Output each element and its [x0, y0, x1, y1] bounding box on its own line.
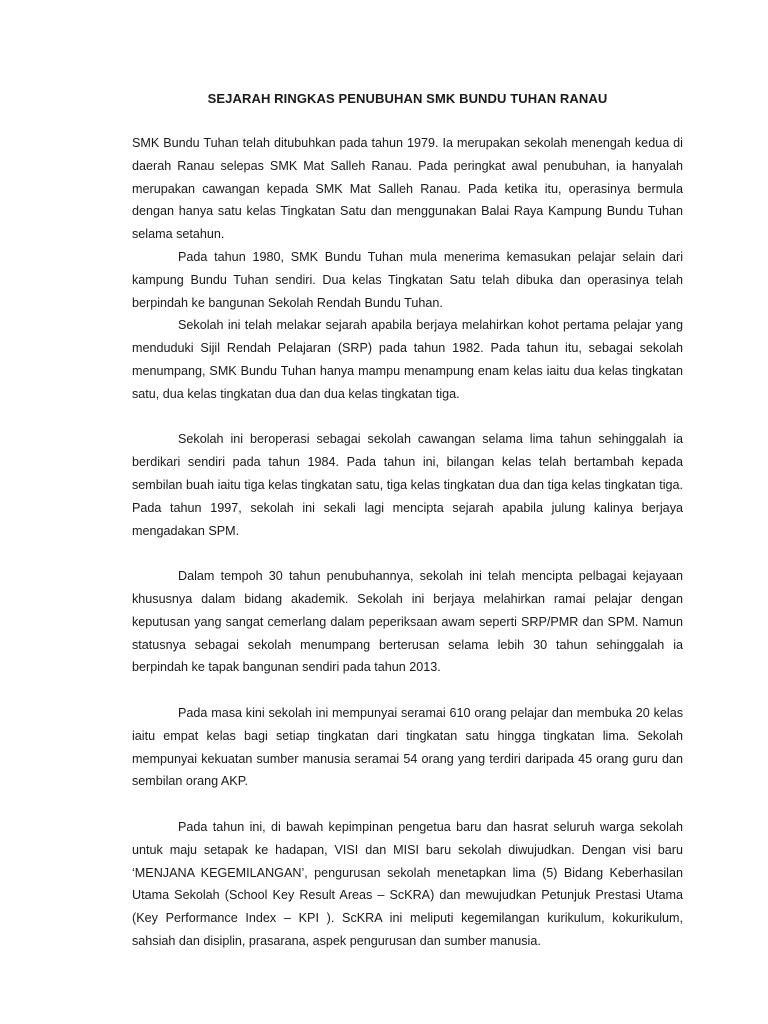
paragraph-vision-mission: Pada tahun ini, di bawah kepimpinan pengetua baru dan hasrat seluruh warga sekolah untuk maju setapak ke hadapan, VISI dan MISI baru sekolah diwujudkan. Dengan visi baru ‘MENJANA KEGEMILANGAN’, pengurusan sekolah menetapkan lima (5) Bidang Keberhasilan Utama Sekolah (School Key Result Areas – ScKRA) dan mewujudkan Petunjuk Prestasi Utama (Key Performance Index – KPI ). ScKRA ini meliputi kegemilangan kurikulum, kokurikulum, sahsiah dan disiplin, prasarana, aspek pengurusan dan sumber manusia. [132, 819, 683, 948]
paragraph-achievements: Dalam tempoh 30 tahun penubuhannya, sekolah ini telah mencipta pelbagai kejayaan khususnya dalam bidang akademik. Sekolah ini berjaya melahirkan ramai pelajar dengan keputusan yang sangat cemerlang dalam peperiksaan awam seperti SRP/PMR dan SPM. Namun statusnya sebagai sekolah menumpang berterusan selama lebih 30 tahun sehinggalah ia berpindah ke tapak bangunan sendiri pada tahun 2013. [132, 569, 683, 675]
paragraph-current-status: Pada masa kini sekolah ini mempunyai seramai 610 orang pelajar dan membuka 20 kelas iaitu empat kelas bagi setiap tingkatan dari tingkatan satu hingga tingkatan lima. Sekolah mempunyai kekuatan sumber manusia seramai 54 orang yang terdiri daripada 45 orang guru dan sembilan orang AKP. [132, 705, 683, 789]
paragraph-founding: SMK Bundu Tuhan telah ditubuhkan pada tahun 1979. Ia merupakan sekolah menengah kedua di daerah Ranau selepas SMK Mat Salleh Ranau. Pada peringkat awal penubuhan, ia hanyalah merupakan cawangan kepada SMK Mat Salleh Ranau. Pada ketika itu, operasinya bermula dengan hanya satu kelas Tingkatan Satu dan menggunakan Balai Raya Kampung Bundu Tuhan selama setahun. [132, 136, 683, 242]
document-title: SEJARAH RINGKAS PENUBUHAN SMK BUNDU TUHAN RANAU [207, 91, 608, 106]
document-body [132, 132, 683, 953]
paragraph-1980: Pada tahun 1980, SMK Bundu Tuhan mula menerima kemasukan pelajar selain dari kampung Bundu Tuhan sendiri. Dua kelas Tingkatan Satu telah dibuka dan operasinya telah berpindah ke bangunan Sekolah Rendah Bundu Tuhan. [132, 249, 683, 310]
paragraph-srp-1982: Sekolah ini telah melakar sejarah apabila berjaya melahirkan kohot pertama pelajar yang menduduki Sijil Rendah Pelajaran (SRP) pada tahun 1982. Pada tahun itu, sebagai sekolah menumpang, SMK Bundu Tuhan hanya mampu menampung enam kelas iaitu dua kelas tingkatan satu, dua kelas tingkatan dua dan dua kelas tingkatan tiga. [132, 318, 683, 401]
paragraph-independence-1984: Sekolah ini beroperasi sebagai sekolah cawangan selama lima tahun sehinggalah ia berdikari sendiri pada tahun 1984. Pada tahun ini, bilangan kelas telah bertambah kepada sembilan buah iaitu tiga kelas tingkatan satu, tiga kelas tingkatan dua dan tiga kelas tingkatan tiga. Pada tahun 1997, sekolah ini sekali lagi mencipta sejarah apabila julung kalinya berjaya mengadakan SPM. [132, 432, 683, 538]
